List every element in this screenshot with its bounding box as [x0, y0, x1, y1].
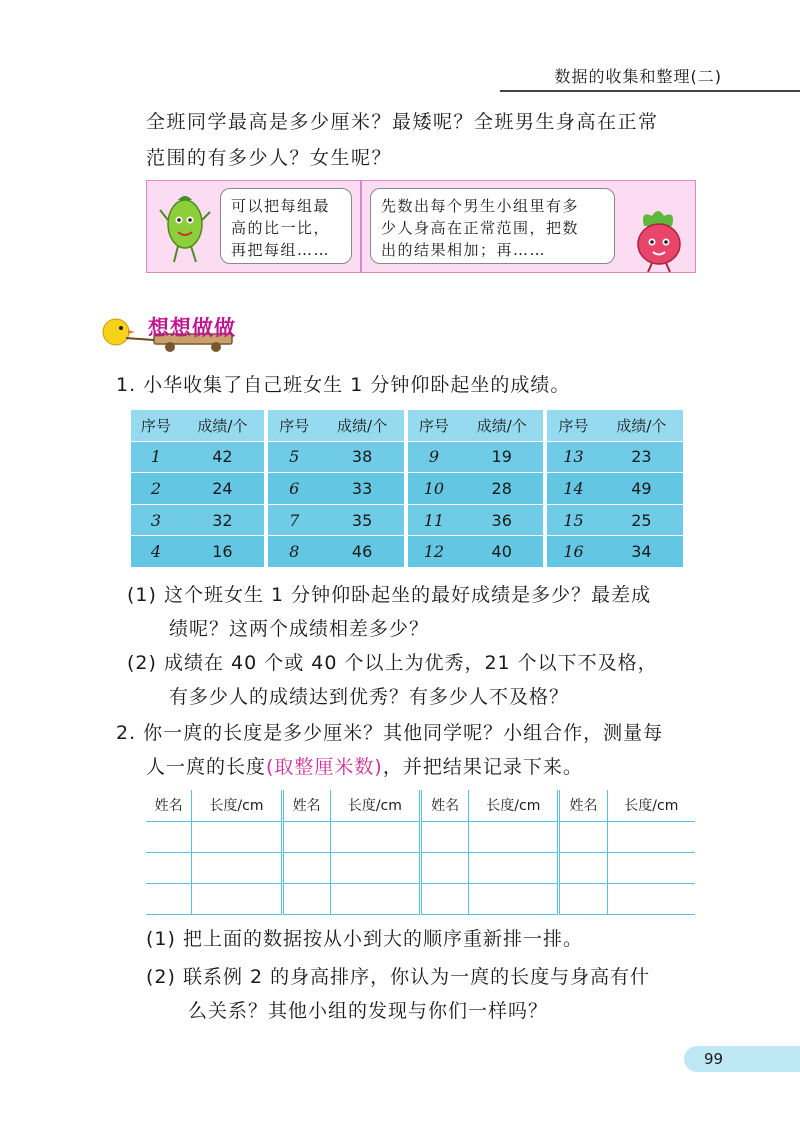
empty-cell — [469, 852, 559, 883]
table-header-cell: 序号 — [543, 410, 600, 442]
empty-cell — [282, 883, 330, 914]
table-header-cell: 姓名 — [146, 790, 192, 821]
table-row — [146, 852, 695, 883]
empty-cell — [559, 852, 607, 883]
empty-cell — [607, 821, 695, 852]
table-cell: 35 — [321, 505, 404, 537]
q2-line-2-end: ，并把结果记录下来。 — [382, 756, 583, 778]
empty-cell — [146, 852, 192, 883]
table-row — [131, 536, 683, 568]
table-header-cell: 姓名 — [559, 790, 607, 821]
table-cell: 10 — [404, 473, 461, 505]
q1-sub1-line-2: 绩呢？这两个成绩相差多少？ — [169, 618, 430, 640]
table-header-cell: 序号 — [404, 410, 461, 442]
table-header-row — [131, 410, 683, 442]
chapter-title: 数据的收集和整理(二) — [554, 67, 722, 86]
table-header-cell: 长度/cm — [469, 790, 559, 821]
q1-sub1-line-1: (1) 这个班女生 1 分钟仰卧起坐的最好成绩是多少？最差成 — [127, 584, 652, 606]
table-row — [146, 883, 695, 914]
q2-sub2-line-1: (2) 联系例 2 的身高排序，你认为一庹的长度与身高有什 — [146, 966, 651, 988]
situp-scores-table — [131, 410, 683, 568]
left-bubble-line: 再把每组…… — [231, 241, 331, 259]
table-cell: 24 — [181, 473, 264, 505]
table-header-row — [146, 790, 695, 821]
empty-cell — [420, 852, 468, 883]
q2-line-1: 2. 你一庹的长度是多少厘米？其他同学呢？小组合作，测量每 — [116, 722, 664, 744]
table-cell: 32 — [181, 505, 264, 537]
empty-cell — [469, 821, 559, 852]
table-cell: 15 — [543, 505, 600, 537]
table-cell: 16 — [543, 536, 600, 568]
table-header-cell: 成绩/个 — [181, 410, 264, 442]
table-row — [131, 473, 683, 505]
right-bubble-line: 先数出每个男生小组里有多 — [381, 197, 580, 215]
table-cell: 5 — [264, 442, 321, 474]
empty-cell — [282, 821, 330, 852]
right-speech-bubble — [370, 188, 615, 264]
table-cell: 1 — [131, 442, 181, 474]
discussion-divider — [360, 180, 362, 273]
right-bubble-line: 少人身高在正常范围，把数 — [381, 219, 580, 237]
table-cell: 42 — [181, 442, 264, 474]
empty-cell — [192, 852, 282, 883]
table-row — [131, 442, 683, 474]
empty-cell — [146, 883, 192, 914]
table-cell: 7 — [264, 505, 321, 537]
table-cell: 19 — [460, 442, 543, 474]
radish-character-icon — [628, 208, 690, 274]
q1-sub2-line-1: (2) 成绩在 40 个或 40 个以上为优秀，21 个以下不及格， — [127, 652, 658, 674]
left-speech-bubble — [220, 188, 352, 264]
table-header-cell: 长度/cm — [607, 790, 695, 821]
empty-cell — [192, 883, 282, 914]
table-cell: 46 — [321, 536, 404, 568]
q1-sub2-line-2: 有多少人的成绩达到优秀？有多少人不及格？ — [169, 686, 570, 708]
empty-cell — [330, 821, 420, 852]
arm-span-record-table — [146, 790, 695, 915]
q2-rounding-note: (取整厘米数) — [266, 756, 383, 778]
empty-cell — [559, 883, 607, 914]
page-number: 99 — [684, 1046, 800, 1072]
right-bubble-line: 出的结果相加；再…… — [381, 241, 547, 259]
table-header-cell: 成绩/个 — [321, 410, 404, 442]
q2-sub2-line-2: 么关系？其他小组的发现与你们一样吗？ — [188, 1000, 549, 1022]
empty-cell — [146, 821, 192, 852]
table-cell: 23 — [600, 442, 683, 474]
table-cell: 9 — [404, 442, 461, 474]
table-header-cell: 姓名 — [420, 790, 468, 821]
table-cell: 13 — [543, 442, 600, 474]
empty-cell — [607, 883, 695, 914]
empty-cell — [192, 821, 282, 852]
question-1-text: 1. 小华收集了自己班女生 1 分钟仰卧起坐的成绩。 — [116, 374, 571, 396]
empty-cell — [559, 821, 607, 852]
left-bubble-line: 可以把每组最 — [231, 197, 331, 215]
table-header-cell: 长度/cm — [192, 790, 282, 821]
table-cell: 36 — [460, 505, 543, 537]
table-cell: 34 — [600, 536, 683, 568]
table-header-cell: 成绩/个 — [600, 410, 683, 442]
empty-cell — [282, 852, 330, 883]
q2-line-2 — [146, 750, 583, 784]
table-cell: 14 — [543, 473, 600, 505]
empty-cell — [330, 883, 420, 914]
table-cell: 12 — [404, 536, 461, 568]
table-cell: 49 — [600, 473, 683, 505]
header-rule — [500, 90, 800, 92]
left-bubble-line: 高的比一比， — [231, 219, 331, 237]
table-header-cell: 成绩/个 — [460, 410, 543, 442]
table-cell: 4 — [131, 536, 181, 568]
intro-line-1: 全班同学最高是多少厘米？最矮呢？全班男生身高在正常 — [146, 111, 659, 133]
table-cell: 3 — [131, 505, 181, 537]
table-cell: 2 — [131, 473, 181, 505]
table-cell: 38 — [321, 442, 404, 474]
green-pepper-character-icon — [156, 190, 214, 266]
q2-line-2-start: 人一庹的长度 — [146, 756, 267, 778]
table-header-cell: 长度/cm — [330, 790, 420, 821]
empty-cell — [420, 883, 468, 914]
empty-cell — [607, 852, 695, 883]
table-header-cell: 姓名 — [282, 790, 330, 821]
table-cell: 16 — [181, 536, 264, 568]
table-cell: 28 — [460, 473, 543, 505]
table-cell: 25 — [600, 505, 683, 537]
intro-line-2: 范围的有多少人？女生呢？ — [146, 147, 393, 169]
table-cell: 11 — [404, 505, 461, 537]
table-cell: 8 — [264, 536, 321, 568]
table-cell: 40 — [460, 536, 543, 568]
q2-sub1: (1) 把上面的数据按从小到大的顺序重新排一排。 — [146, 928, 583, 950]
table-cell: 6 — [264, 473, 321, 505]
table-cell: 33 — [321, 473, 404, 505]
table-header-cell: 序号 — [264, 410, 321, 442]
section-title: 想想做做 — [148, 316, 236, 340]
empty-cell — [469, 883, 559, 914]
empty-cell — [420, 821, 468, 852]
table-header-cell: 序号 — [131, 410, 181, 442]
table-row — [146, 821, 695, 852]
table-row — [131, 505, 683, 537]
empty-cell — [330, 852, 420, 883]
